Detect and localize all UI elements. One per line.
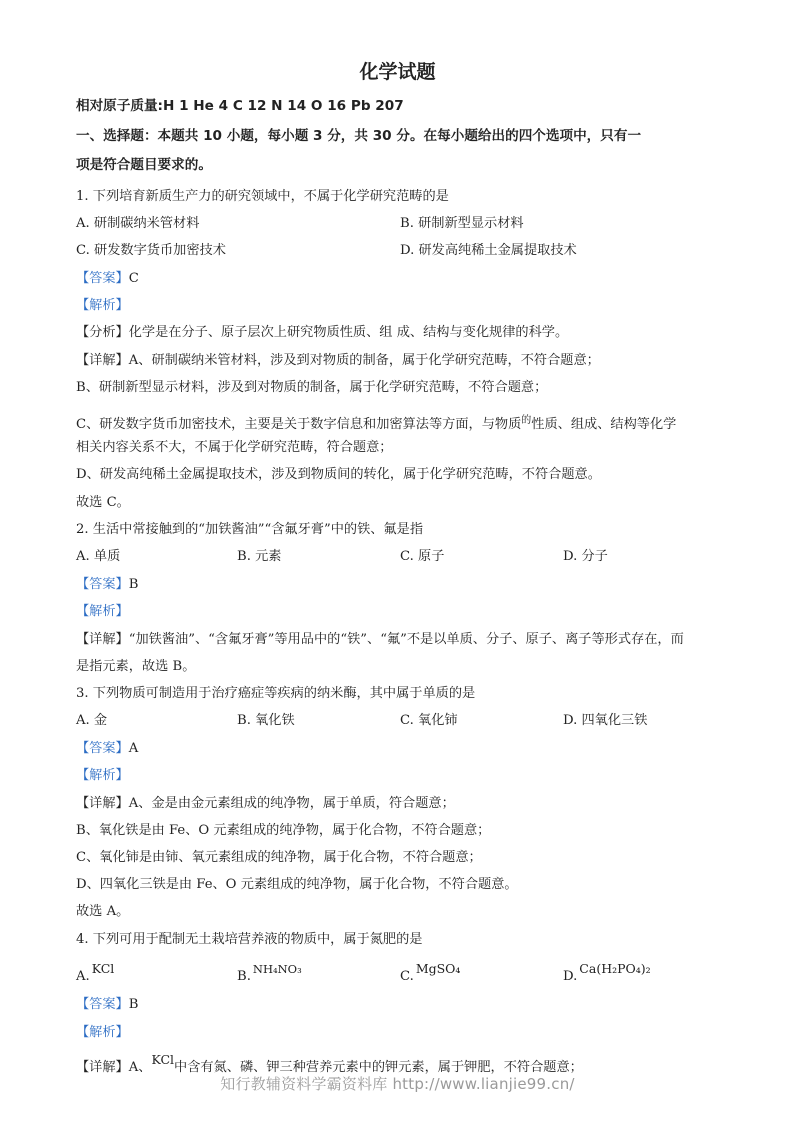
q1-conclusion: 故选 C。 — [76, 495, 130, 510]
detail-text: 性质、组成、结构等化学 — [531, 417, 677, 432]
option-formula: NH₄NO₃ — [252, 962, 302, 976]
detail-formula: KCl — [151, 1052, 175, 1067]
option-formula: KCl — [91, 961, 115, 976]
q1-option-b: B. 研制新型显示材料 — [400, 216, 524, 231]
answer-value: B — [128, 997, 139, 1012]
option-label: C. — [400, 969, 414, 984]
q2-stem: 2. 生活中常接触到的“加铁酱油”“含氟牙膏”中的铁、氟是指 — [76, 522, 424, 537]
detail-tag: 【详解】 — [76, 796, 129, 811]
detail-sup: 的 — [521, 415, 532, 426]
atomic-mass-line: 相对原子质量:H 1 He 4 C 12 N 14 O 16 Pb 207 — [76, 98, 404, 114]
q3-stem: 3. 下列物质可制造用于治疗癌症等疾病的纳米酶，其中属于单质的是 — [76, 686, 476, 701]
option-label: A. — [76, 969, 90, 984]
q2-option-a: A. 单质 — [76, 549, 121, 564]
q3-detail-3: C、氧化铈是由铈、氧元素组成的纯净物，属于化合物，不符合题意； — [76, 850, 482, 865]
q4-option-a — [76, 961, 115, 986]
q1-detail-3-cont: 相关内容关系不大，不属于化学研究范畴，符合题意； — [76, 440, 393, 455]
detail-text: A、研制碳纳米管材料，涉及到对物质的制备，属于化学研究范畴，不符合题意； — [128, 353, 600, 368]
detail-text: A、金是由金元素组成的纯净物，属于单质，符合题意； — [128, 796, 455, 811]
detail-text: C、研发数字货币加密技术，主要是关于数字信息和加密算法等方面，与物质 — [76, 417, 522, 432]
q1-analysis-tag: 【解析】 — [76, 298, 129, 313]
q4-option-b — [237, 962, 302, 986]
q1-option-c: C. 研发数字货币加密技术 — [76, 243, 226, 258]
answer-tag: 【答案】 — [76, 741, 129, 756]
q2-option-b: B. 元素 — [237, 549, 282, 564]
q1-detail-3 — [76, 412, 676, 434]
q3-option-a: A. 金 — [76, 713, 108, 728]
q2-analysis-tag: 【解析】 — [76, 604, 129, 619]
q2-option-d: D. 分子 — [563, 549, 608, 564]
q2-option-c: C. 原子 — [400, 549, 445, 564]
answer-value: C — [128, 271, 139, 286]
q4-option-d — [563, 961, 651, 986]
detail-text: “加铁酱油”、“含氟牙膏”等用品中的“铁”、“氟”不是以单质、分子、原子、离子等形式存在，而 — [128, 632, 684, 647]
answer-value: A — [128, 741, 139, 756]
answer-tag: 【答案】 — [76, 271, 129, 286]
q3-detail-2: B、氧化铁是由 Fe、O 元素组成的纯净物，属于化合物，不符合题意； — [76, 823, 491, 838]
q1-detail-1 — [76, 352, 600, 370]
q1-option-a: A. 研制碳纳米管材料 — [76, 216, 200, 231]
watermark-footer: 知行教辅资料学霸资料库 http://www.lianjie99.cn/ — [220, 1075, 575, 1093]
q3-conclusion: 故选 A。 — [76, 904, 130, 919]
detail-tag: 【详解】 — [76, 1060, 129, 1075]
detail-tag: 【详解】 — [76, 632, 129, 647]
section-heading-line1: 一、选择题：本题共 10 小题，每小题 3 分，共 30 分。在每小题给出的四个选项中，只有一 — [76, 128, 642, 144]
option-formula: MgSO₄ — [415, 961, 461, 976]
fenxi-tag: 【分析】 — [76, 325, 129, 340]
detail-text: A、 — [128, 1060, 152, 1075]
q1-detail-4: D、研发高纯稀土金属提取技术，涉及到物质间的转化，属于化学研究范畴，不符合题意。 — [76, 467, 601, 482]
q3-analysis-tag: 【解析】 — [76, 768, 129, 783]
q3-option-d: D. 四氧化三铁 — [563, 713, 648, 728]
answer-tag: 【答案】 — [76, 997, 129, 1012]
q2-detail-2: 是指元素，故选 B。 — [76, 659, 196, 674]
q3-option-c: C. 氧化铈 — [400, 713, 458, 728]
option-label: D. — [563, 969, 578, 984]
q3-detail-4: D、四氧化三铁是由 Fe、O 元素组成的纯净物，属于化合物，不符合题意。 — [76, 877, 518, 892]
detail-tag: 【详解】 — [76, 353, 129, 368]
section-heading-line2: 项是符合题目要求的。 — [76, 157, 212, 173]
fenxi-text: 化学是在分子、原子层次上研究物质性质、组 成、结构与变化规律的科学。 — [128, 325, 569, 340]
q2-detail-1 — [76, 631, 684, 649]
q1-option-d: D. 研发高纯稀土金属提取技术 — [400, 243, 577, 258]
q1-fenxi — [76, 324, 568, 342]
q1-answer — [76, 270, 139, 288]
answer-value: B — [128, 577, 139, 592]
page-title: 化学试题 — [359, 61, 436, 83]
q4-analysis-tag: 【解析】 — [76, 1025, 129, 1040]
q1-stem: 1. 下列培育新质生产力的研究领域中，不属于化学研究范畴的是 — [76, 189, 449, 204]
q4-answer — [76, 996, 138, 1014]
detail-text: 中含有氮、磷、钾三种营养元素中的钾元素，属于钾肥，不符合题意； — [174, 1060, 583, 1075]
q4-stem: 4. 下列可用于配制无土栽培营养液的物质中，属于氮肥的是 — [76, 932, 423, 947]
q1-detail-2: B、研制新型显示材料，涉及到对物质的制备，属于化学研究范畴，不符合题意； — [76, 380, 548, 395]
q4-option-c — [400, 961, 461, 986]
q3-detail-1 — [76, 795, 455, 813]
q2-answer — [76, 576, 138, 594]
option-formula: Ca(H₂PO₄)₂ — [579, 961, 651, 976]
q3-option-b: B. 氧化铁 — [237, 713, 295, 728]
option-label: B. — [237, 969, 251, 984]
answer-tag: 【答案】 — [76, 577, 129, 592]
q3-answer — [76, 740, 138, 758]
